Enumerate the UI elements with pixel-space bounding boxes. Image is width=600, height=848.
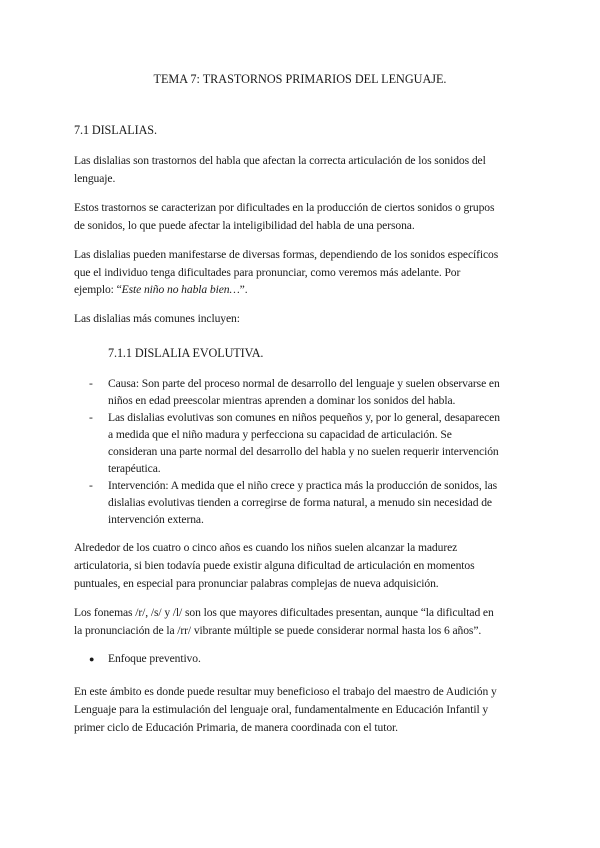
paragraph-line: Estos trastornos se caracterizan por dificultades en la producción de ciertos sonidos o grupos — [74, 201, 495, 214]
dash-marker: - — [89, 411, 93, 424]
paragraph-line: Alrededor de los cuatro o cinco años es cuando los niños suelen alcanzar la madurez — [74, 541, 458, 554]
paragraph-line — [74, 281, 248, 299]
example-prefix: ejemplo: “ — [74, 283, 122, 296]
paragraph-line: puntuales, en especial para pronunciar palabras complejas de nueva adquisición. — [74, 577, 439, 590]
bullet-dot-icon: ● — [89, 654, 95, 664]
list-item-line: dislalias evolutivas tienden a corregirse de forma natural, a menudo sin necesidad de — [108, 496, 492, 509]
bullet-item: Enfoque preventivo. — [108, 652, 201, 665]
dash-marker: - — [89, 479, 93, 492]
list-item-line: terapéutica. — [108, 462, 161, 475]
subsection-heading: 7.1.1 DISLALIA EVOLUTIVA. — [108, 346, 264, 360]
paragraph-line: Los fonemas /r/, /s/ y /l/ son los que mayores dificultades presentan, aunque “la dificultad en — [74, 606, 494, 619]
paragraph-line: Las dislalias pueden manifestarse de diversas formas, dependiendo de los sonidos específicos — [74, 248, 499, 261]
list-item-line: a medida que el niño madura y perfecciona su capacidad de articulación. Se — [108, 428, 452, 441]
paragraph-line: En este ámbito es donde puede resultar muy beneficioso el trabajo del maestro de Audición y — [74, 685, 497, 698]
list-item-line: Intervención: A medida que el niño crece y practica más la producción de sonidos, las — [108, 479, 498, 492]
paragraph-line: que el individuo tenga dificultades para pronunciar, como veremos más adelante. Por — [74, 266, 461, 279]
paragraph-line: Las dislalias más comunes incluyen: — [74, 312, 240, 325]
section-heading: 7.1 DISLALIAS. — [74, 123, 157, 137]
example-quote: Este niño no habla bien… — [121, 283, 240, 296]
list-item-line: niños en edad preescolar mientras aprenden a dominar los sonidos del habla. — [108, 394, 456, 407]
paragraph-line: de sonidos, lo que puede afectar la inteligibilidad del habla de una persona. — [74, 219, 415, 232]
list-item-line: Causa: Son parte del proceso normal de desarrollo del lenguaje y suelen observarse en — [108, 377, 500, 390]
paragraph-line: primer ciclo de Educación Primaria, de manera coordinada con el tutor. — [74, 721, 398, 734]
list-item-line: intervención externa. — [108, 513, 204, 526]
paragraph-line: Lenguaje para la estimulación del lenguaje oral, fundamentalmente en Educación Infantil y — [74, 703, 489, 716]
paragraph-line: la pronunciación de la /rr/ vibrante múltiple se puede considerar normal hasta los 6 años”. — [74, 624, 482, 637]
list-item-line: consideran una parte normal del desarrollo del habla y no suelen requerir intervención — [108, 445, 499, 458]
list-item-line: Las dislalias evolutivas son comunes en niños pequeños y, por lo general, desaparecen — [108, 411, 500, 424]
example-suffix: ”. — [239, 283, 248, 296]
page-title: TEMA 7: TRASTORNOS PRIMARIOS DEL LENGUAJE. — [153, 72, 447, 86]
paragraph-line: lenguaje. — [74, 172, 116, 185]
dash-marker: - — [89, 377, 93, 390]
paragraph-line: articulatoria, si bien todavía puede existir alguna dificultad de articulación en momentos — [74, 559, 475, 572]
paragraph-line: Las dislalias son trastornos del habla que afectan la correcta articulación de los sonidos del — [74, 154, 486, 167]
